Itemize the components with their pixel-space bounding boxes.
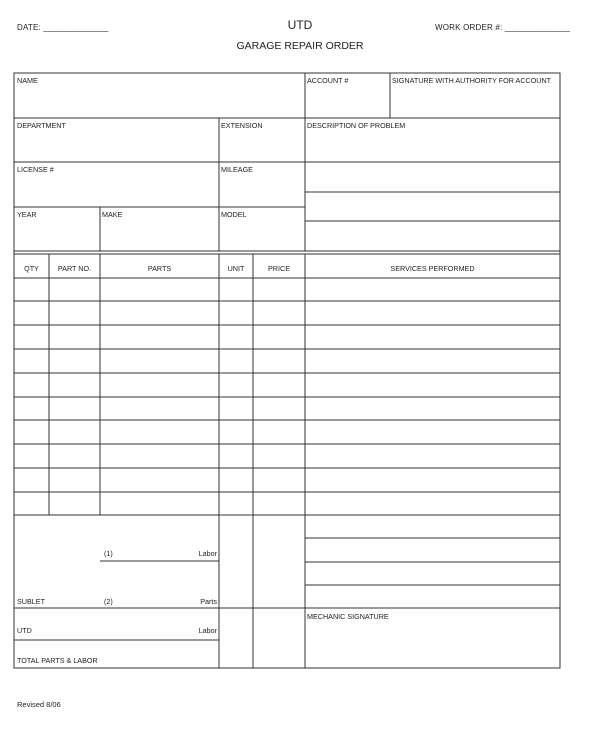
labor-line-number: (1)	[104, 549, 113, 558]
department-field[interactable]: DEPARTMENT	[17, 121, 66, 130]
revision-note: Revised 8/06	[17, 700, 61, 709]
license-field[interactable]: LICENSE #	[17, 165, 54, 174]
account-field[interactable]: ACCOUNT #	[307, 76, 349, 85]
col-header-qty: QTY	[24, 264, 39, 273]
col-header-services: SERVICES PERFORMED	[390, 264, 475, 273]
form-title: GARAGE REPAIR ORDER	[236, 40, 364, 52]
col-header-price: PRICE	[268, 264, 290, 273]
signature-authority-field[interactable]: SIGNATURE WITH AUTHORITY FOR ACCOUNT	[392, 76, 552, 85]
date-field[interactable]: DATE: ______________	[17, 23, 109, 32]
company-name: UTD	[287, 18, 313, 32]
year-field[interactable]: YEAR	[17, 210, 37, 219]
model-field[interactable]: MODEL	[221, 210, 247, 219]
col-header-unit: UNIT	[227, 264, 245, 273]
name-field[interactable]: NAME	[17, 76, 38, 85]
make-field[interactable]: MAKE	[102, 210, 123, 219]
work-order-field[interactable]: WORK ORDER #: ______________	[435, 23, 571, 32]
parts-line-number: (2)	[104, 597, 113, 606]
col-header-part-no: PART NO.	[57, 264, 92, 273]
labor-line-label: Labor	[198, 549, 217, 558]
utd-label: UTD	[17, 626, 32, 635]
total-parts-labor-label: TOTAL PARTS & LABOR	[17, 656, 98, 665]
utd-labor-label: Labor	[198, 626, 217, 635]
sublet-label: SUBLET	[17, 597, 45, 606]
mileage-field[interactable]: MILEAGE	[221, 165, 253, 174]
col-header-parts: PARTS	[147, 264, 172, 273]
mechanic-signature-field[interactable]: MECHANIC SIGNATURE	[307, 612, 389, 621]
parts-line-label: Parts	[200, 597, 217, 606]
problem-description-field[interactable]: DESCRIPTION OF PROBLEM	[307, 121, 406, 130]
extension-field[interactable]: EXTENSION	[221, 121, 263, 130]
